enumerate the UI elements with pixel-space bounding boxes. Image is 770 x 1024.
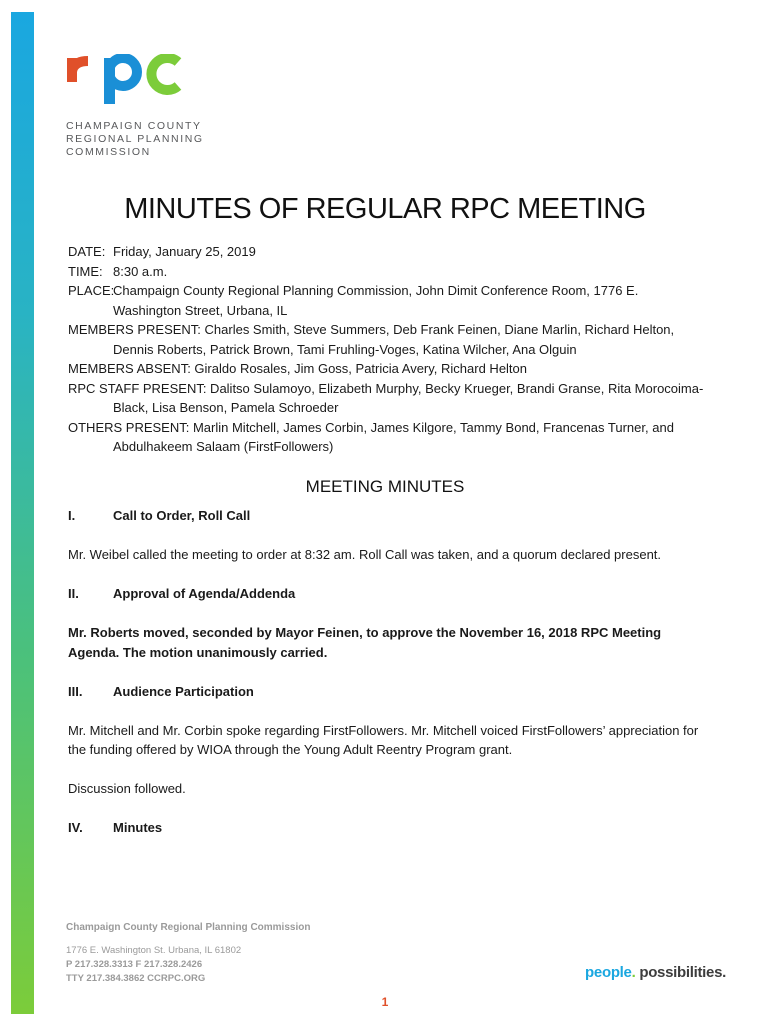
place-value: Champaign County Regional Planning Commission, John Dimit Conference Room, 1776 E. Washington Street, Urbana, IL bbox=[113, 283, 639, 318]
item-title: Audience Participation bbox=[113, 683, 254, 699]
agenda-item bbox=[68, 584, 704, 604]
item-title: Call to Order, Roll Call bbox=[113, 508, 251, 523]
section-heading: MEETING MINUTES bbox=[305, 477, 465, 496]
audience-text: Mr. Mitchell and Mr. Corbin spoke regarding FirstFollowers. Mr. Mitchell voiced FirstFollowers’ appreciation for the funding offered by WIOA through the Young Adult Reentry Program grant. bbox=[68, 722, 699, 757]
item-number: II. bbox=[68, 586, 79, 601]
time-label: TIME: bbox=[68, 263, 103, 279]
agenda-item bbox=[68, 682, 704, 702]
agenda-item bbox=[68, 506, 704, 526]
tagline-possibilities: possibilities. bbox=[635, 964, 726, 981]
item-number: III. bbox=[68, 683, 83, 699]
agenda-item bbox=[68, 818, 704, 838]
footer-contact bbox=[66, 944, 241, 986]
rpc-logo-mark bbox=[66, 54, 182, 110]
members-present: MEMBERS PRESENT: Charles Smith, Steve Summers, Deb Frank Feinen, Diane Marlin, Richard Helton, Dennis Roberts, Patrick Brown, Tami Fruhling-Voges, Katina Wilcher, Ana Olguin bbox=[68, 322, 675, 357]
minutes-body bbox=[68, 506, 704, 838]
footer-phone: P 217.328.3313 F 217.328.2426 bbox=[66, 959, 203, 970]
meeting-header bbox=[68, 242, 708, 457]
call-to-order-text: Mr. Weibel called the meeting to order at 8:32 am. Roll Call was taken, and a quorum declared present. bbox=[68, 547, 662, 562]
members-absent: MEMBERS ABSENT: Giraldo Rosales, Jim Goss, Patricia Avery, Richard Helton bbox=[68, 361, 528, 376]
item-title: Minutes bbox=[113, 820, 163, 835]
discussion-text: Discussion followed. bbox=[68, 781, 186, 796]
date-row bbox=[68, 242, 708, 262]
org-line: REGIONAL PLANNING bbox=[66, 133, 204, 145]
time-value: 8:30 a.m. bbox=[113, 263, 168, 279]
org-name bbox=[66, 120, 204, 159]
agenda-motion-text: Mr. Roberts moved, seconded by Mayor Feinen, to approve the November 16, 2018 RPC Meeting Agenda. The motion unanimously carried. bbox=[68, 625, 662, 660]
place-label: PLACE: bbox=[68, 283, 115, 298]
document-title: MINUTES OF REGULAR RPC MEETING bbox=[124, 193, 646, 225]
date-value: Friday, January 25, 2019 bbox=[113, 244, 256, 259]
others-present: OTHERS PRESENT: Marlin Mitchell, James Corbin, James Kilgore, Tammy Bond, Francenas Turner, and Abdulhakeem Salaam (FirstFollowers) bbox=[68, 419, 674, 454]
rpc-logo bbox=[66, 54, 182, 110]
side-gradient-bar bbox=[11, 12, 34, 1014]
place-row bbox=[68, 281, 708, 320]
item-number: IV. bbox=[68, 820, 83, 835]
tagline-people: people bbox=[585, 964, 632, 981]
staff-present: RPC STAFF PRESENT: Dalitso Sulamoyo, Elizabeth Murphy, Becky Krueger, Brandi Granse, Rita Morocoima-Black, Lisa Benson, Pamela Schroeder bbox=[68, 380, 704, 415]
page-number: 1 bbox=[381, 995, 389, 1009]
footer-address: 1776 E. Washington St. Urbana, IL 61802 bbox=[66, 945, 242, 956]
org-line: CHAMPAIGN COUNTY bbox=[66, 120, 202, 132]
tagline bbox=[585, 964, 726, 981]
time-row bbox=[68, 262, 708, 282]
item-title: Approval of Agenda/Addenda bbox=[113, 586, 296, 601]
date-label: DATE: bbox=[68, 244, 106, 259]
item-number: I. bbox=[68, 508, 76, 523]
tagline-dot: . bbox=[631, 964, 636, 981]
footer-tty: TTY 217.384.3862 CCRPC.ORG bbox=[66, 973, 206, 984]
org-line: COMMISSION bbox=[66, 146, 151, 158]
footer-org-name: Champaign County Regional Planning Commission bbox=[66, 922, 311, 933]
